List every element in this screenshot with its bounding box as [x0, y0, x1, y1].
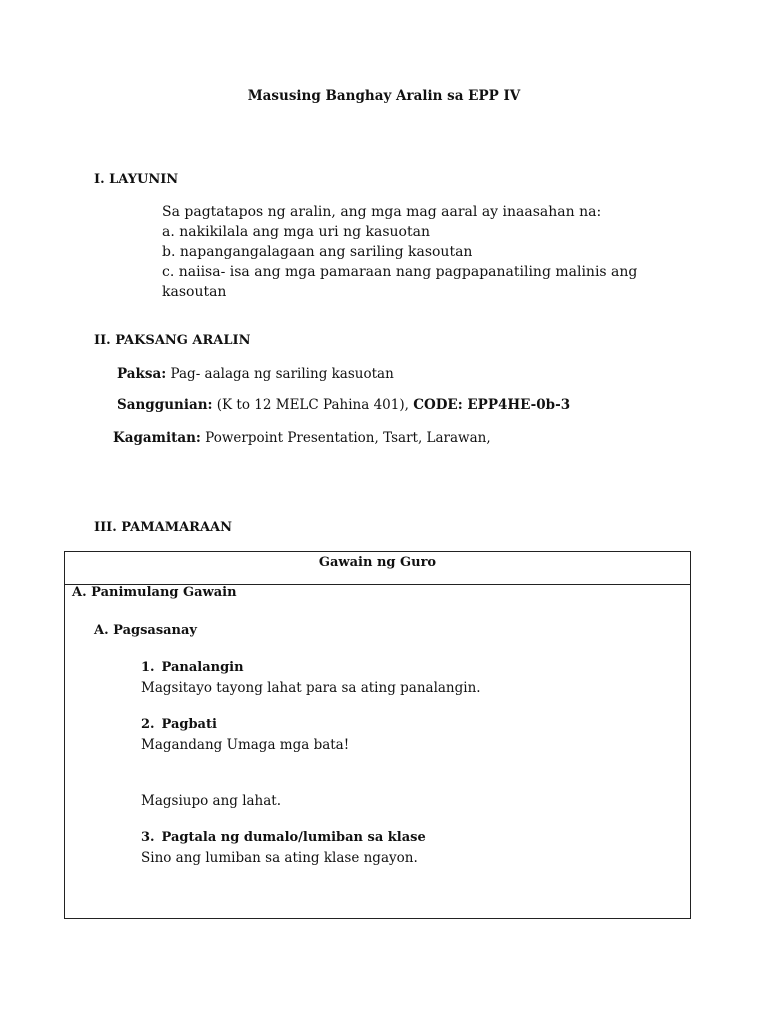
step-title-pagtala [141, 830, 426, 845]
sanggunian-line [117, 397, 570, 413]
sanggunian-label: Sanggunian: [117, 397, 213, 413]
part-a-heading: A. Panimulang Gawain [72, 585, 237, 600]
sanggunian-value: (K to 12 MELC Pahina 401), [212, 397, 414, 413]
objective-item: c. naiisa- isa ang mga pamaraan nang pagpapanatiling malinis ang [162, 264, 638, 280]
step-text: Magsiupo ang lahat. [141, 793, 282, 809]
objective-item-continuation: kasoutan [162, 284, 227, 300]
lesson-table [64, 551, 691, 919]
step-title-panalangin [141, 660, 244, 675]
step-title: Pagbati [161, 717, 217, 732]
objectives-intro: Sa pagtatapos ng aralin, ang mga mag aaral ay inaasahan na: [162, 204, 602, 220]
table-header: Gawain ng Guro [65, 552, 690, 585]
paksa-value: Pag- aalaga ng sariling kasuotan [166, 366, 394, 382]
objective-item: a. nakikilala ang mga uri ng kasuotan [162, 224, 430, 240]
objective-item: b. napangangalagaan ang sariling kasoutan [162, 244, 473, 260]
step-number: 2. [141, 717, 155, 732]
kagamitan-label: Kagamitan: [113, 430, 201, 446]
step-number: 3. [141, 830, 155, 845]
step-title: Pagtala ng dumalo/lumiban sa klase [161, 830, 426, 845]
section-heading-paksang-aralin: II. PAKSANG ARALIN [94, 333, 251, 348]
step-title: Panalangin [161, 660, 244, 675]
kagamitan-line [113, 430, 491, 446]
section-heading-pamamaraan: III. PAMAMARAAN [94, 520, 233, 535]
section-heading-layunin: I. LAYUNIN [94, 172, 179, 187]
code-label: CODE: EPP4HE-0b-3 [413, 397, 571, 413]
paksa-line [117, 366, 394, 382]
step-text: Magsitayo tayong lahat para sa ating panalangin. [141, 680, 481, 696]
step-number: 1. [141, 660, 155, 675]
kagamitan-value: Powerpoint Presentation, Tsart, Larawan, [200, 430, 491, 446]
document-title: Masusing Banghay Aralin sa EPP IV [247, 88, 521, 104]
step-text: Sino ang lumiban sa ating klase ngayon. [141, 850, 418, 866]
step-text: Magandang Umaga mga bata! [141, 737, 350, 753]
sub-a-heading: A. Pagsasanay [94, 623, 197, 638]
paksa-label: Paksa: [117, 366, 167, 382]
step-title-pagbati [141, 717, 217, 732]
